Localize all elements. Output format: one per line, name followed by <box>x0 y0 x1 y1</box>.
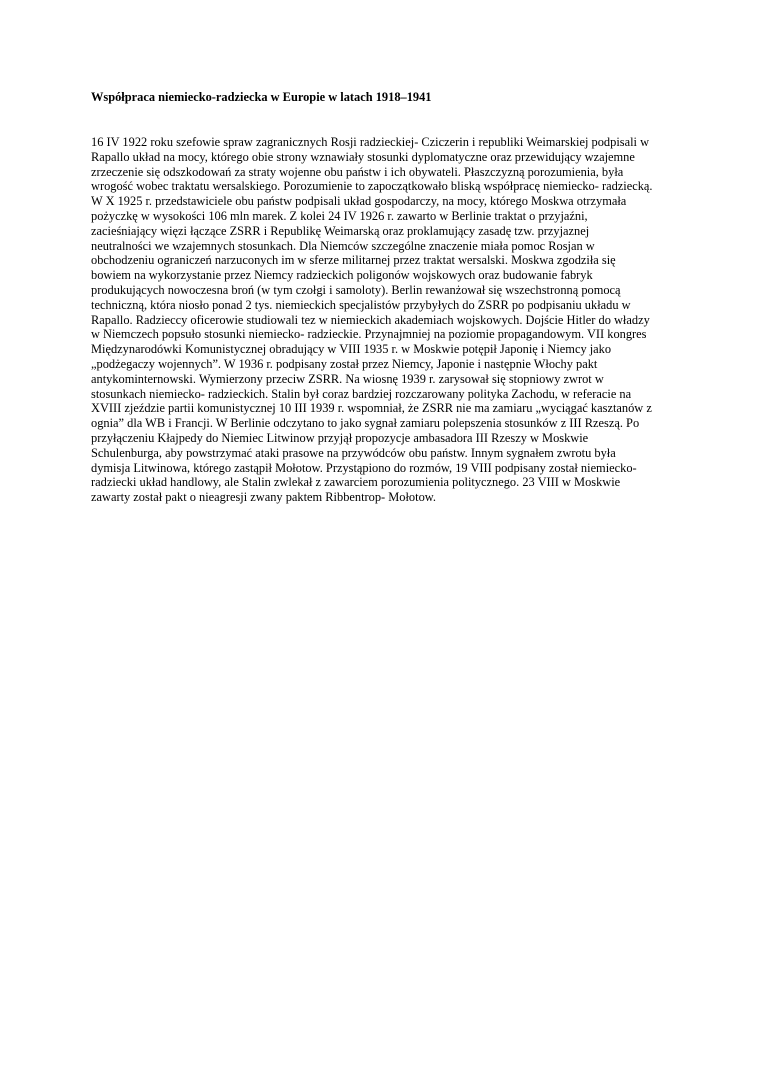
body-line: „podżegaczy wojennych”. W 1936 r. podpisany został przez Niemcy, Japonie i następnie Włochy pakt <box>91 356 598 371</box>
body-line: zacieśniający więzi łączące ZSRR i Republikę Weimarską oraz proklamujący zasadę tzw. przyjaznej <box>91 223 590 238</box>
body-line: techniczną, która niosło ponad 2 tys. niemieckich specjalistów przybyłych do ZSRR po podpisaniu układu w <box>91 297 631 312</box>
body-line: Międzynarodówki Komunistycznej obradujący w VIII 1935 r. w Moskwie potępił Japonię i Niemcy jako <box>91 342 612 357</box>
body-line: zawarty został pakt o nieagresji zwany paktem Ribbentrop- Mołotow. <box>91 490 437 505</box>
body-line: stosunkach niemiecko- radzieckich. Stalin był coraz bardziej rozczarowany polityka Zachodu, w referacie na <box>91 386 632 401</box>
document-title: Współpraca niemiecko-radziecka w Europie w latach 1918–1941 <box>91 90 432 104</box>
body-line: wrogość wobec traktatu wersalskiego. Porozumienie to zapoczątkowało bliską współpracę niemiecko- radziecką. <box>91 179 653 194</box>
body-line: w Niemczech popsuło stosunki niemiecko- radzieckie. Przynajmniej na poziomie propagandowym. VII kongres <box>91 327 647 342</box>
body-line: 16 IV 1922 roku szefowie spraw zagranicznych Rosji radzieckiej- Cziczerin i republiki Weimarskiej podpisali w <box>91 135 650 149</box>
document-body <box>91 135 681 505</box>
body-line: produkujących nowoczesna broń (w tym czołgi i samoloty). Berlin rewanżował się wszechstronną pomocą <box>91 282 621 297</box>
document-page <box>91 90 681 505</box>
body-line: neutralności we wzajemnych stosunkach. Dla Niemców szczególne znaczenie miała pomoc Rosjan w <box>91 238 595 253</box>
body-line: pożyczkę w wysokości 106 mln marek. Z kolei 24 IV 1926 r. zawarto w Berlinie traktat o przyjaźni, <box>91 208 588 223</box>
body-line: XVIII zjeździe partii komunistycznej 10 III 1939 r. wspomniał, że ZSRR nie ma zamiaru „wyciągać kasztanów z <box>91 401 652 416</box>
body-line: zrzeczenie się odszkodowań za straty wojenne obu państw i ich obywateli. Płaszczyzną porozumienia, była <box>91 164 624 179</box>
body-line: przyłączeniu Kłajpedy do Niemiec Litwinow przyjął propozycje ambasadora III Rzeszy w Moskwie <box>91 430 589 445</box>
body-line: W X 1925 r. przedstawiciele obu państw podpisali układ gospodarczy, na mocy, którego Moskwa otrzymała <box>91 194 627 209</box>
body-line: radziecki układ handlowy, ale Stalin zwlekał z zawarciem porozumienia politycznego. 23 VIII w Moskwie <box>91 475 621 490</box>
body-line: Rapallo układ na mocy, którego obie strony wznawiały stosunki dyplomatyczne oraz przewidujący wzajemne <box>91 149 635 164</box>
body-line: Rapallo. Radzieccy oficerowie studiowali tez w niemieckich akademiach wojskowych. Dojście Hitler do władzy <box>91 312 650 327</box>
body-line: Schulenburga, aby powstrzymać ataki prasowe na przywódców obu państw. Innym sygnałem zwrotu była <box>91 445 616 460</box>
body-line: dymisja Litwinowa, którego zastąpił Mołotow. Przystąpiono do rozmów, 19 VIII podpisany został niemiecko- <box>91 460 637 475</box>
body-line: obchodzeniu ograniczeń narzuconych im w sferze militarnej przez traktat wersalski. Moskwa zgodziła się <box>91 253 616 268</box>
body-line: ognia” dla WB i Francji. W Berlinie odczytano to jako sygnał zamiaru polepszenia stosunków z III Rzeszą. Po <box>91 416 640 431</box>
body-line: antykominternowski. Wymierzony przeciw ZSRR. Na wiosnę 1939 r. zarysował się stopniowy zwrot w <box>91 371 604 386</box>
body-line: bowiem na wykorzystanie przez Niemcy radzieckich poligonów wojskowych oraz budowanie fabryk <box>91 268 593 283</box>
